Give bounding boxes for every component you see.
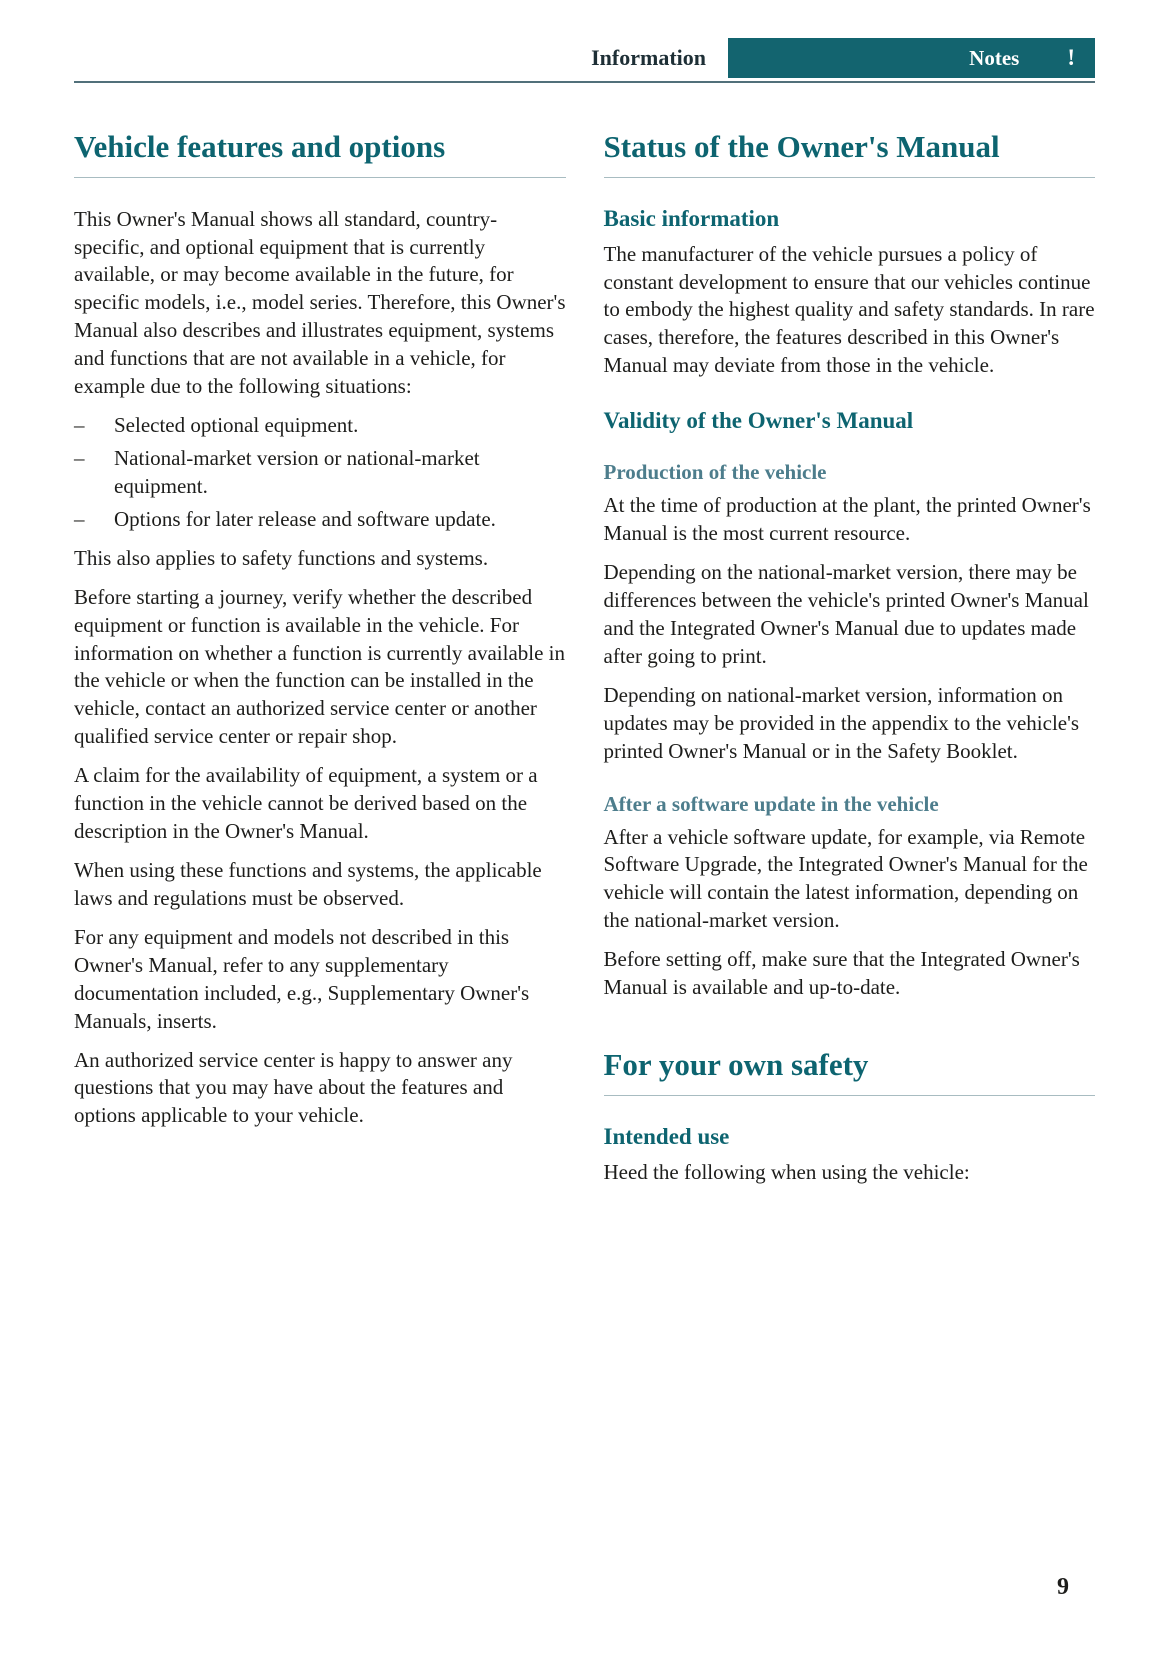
page-header	[74, 38, 1095, 78]
header-divider	[74, 81, 1095, 83]
page-number: 9	[1057, 1574, 1069, 1600]
paragraph: Depending on national-market version, information on updates may be provided in the appendix to the vehicle's printed Owner's Manual or in the Safety Booklet.	[603, 682, 1080, 763]
list-item-text: Options for later release and software update.	[114, 506, 496, 531]
paragraph: Depending on the national-market version, there may be differences between the vehicle's printed Owner's Manual and the Integrated Owner's Manual due to updates made after going to print.	[603, 560, 1089, 668]
subheading-validity: Validity of the Owner's Manual	[603, 408, 914, 434]
exclamation-icon: !	[1067, 45, 1075, 70]
section-title-own-safety: For your own safety	[603, 1047, 869, 1083]
dash-marker: –	[74, 446, 85, 471]
subheading-software-update: After a software update in the vehicle	[603, 791, 939, 816]
left-column	[74, 129, 566, 1198]
paragraph: Before setting off, make sure that the Integrated Owner's Manual is available and up-to-date.	[603, 947, 1080, 1000]
list-item	[74, 506, 566, 534]
paragraph: For any equipment and models not described in this Owner's Manual, refer to any supplementary documentation included, e.g., Supplementary Owner's Manuals, inserts.	[74, 924, 530, 1033]
situations-list	[74, 412, 566, 534]
paragraph: The manufacturer of the vehicle pursues a policy of constant development to ensure that our vehicles continue to embody the highest quality and safety standards. In rare cases, therefore, the features described in this Owner's Manual may deviate from those in the vehicle.	[603, 241, 1095, 378]
dash-marker: –	[74, 413, 85, 438]
paragraph: After a vehicle software update, for example, via Remote Software Upgrade, the Integrated Owner's Manual for the vehicle will contain the latest information, depending on the national-market version.	[603, 824, 1088, 933]
paragraph: When using these functions and systems, the applicable laws and regulations must be observed.	[74, 858, 542, 910]
title-divider	[604, 177, 1096, 178]
dash-marker: –	[74, 506, 85, 531]
list-item	[74, 445, 566, 501]
title-divider	[604, 1095, 1096, 1096]
paragraph: At the time of production at the plant, the printed Owner's Manual is the most current resource.	[603, 493, 1091, 546]
right-column	[604, 129, 1096, 1198]
section-title-status-manual: Status of the Owner's Manual	[603, 129, 1000, 164]
two-column-layout	[74, 129, 1095, 1198]
title-divider	[74, 177, 566, 178]
section-spacer	[604, 1013, 1096, 1047]
notes-badge	[728, 38, 1095, 78]
subheading-production: Production of the vehicle	[603, 460, 827, 485]
paragraph: A claim for the availability of equipment, a system or a function in the vehicle cannot be derived based on the description in the Owner's Manual.	[74, 763, 538, 844]
paragraph: Before starting a journey, verify whether the described equipment or function is available in the vehicle. For information on whether a function is currently available in the vehicle or when the function can be installed in the vehicle, contact an authorized service center or another qualified service center or repair shop.	[74, 584, 566, 749]
list-item-text: National-market version or national-market equipment.	[114, 446, 480, 498]
subheading-basic-information: Basic information	[603, 205, 780, 231]
list-item-text: Selected optional equipment.	[114, 413, 359, 438]
paragraph: This also applies to safety functions and systems.	[74, 545, 489, 570]
paragraph: Heed the following when using the vehicle:	[603, 1159, 970, 1184]
header-section-label: Information	[591, 45, 706, 70]
paragraph: This Owner's Manual shows all standard, country-specific, and optional equipment that is currently available, or may become available in the future, for specific models, i.e., model series. Therefore, this Owner's Manual also describes and illustrates equipment, systems and functions that are not available in a vehicle, for example due to the following situations:	[74, 206, 566, 399]
subheading-intended-use: Intended use	[603, 1123, 730, 1149]
notes-badge-label: Notes	[969, 45, 1020, 70]
section-title-vehicle-features: Vehicle features and options	[74, 129, 446, 164]
paragraph: An authorized service center is happy to answer any questions that you may have about the features and options applicable to your vehicle.	[74, 1047, 513, 1128]
list-item	[74, 412, 566, 440]
